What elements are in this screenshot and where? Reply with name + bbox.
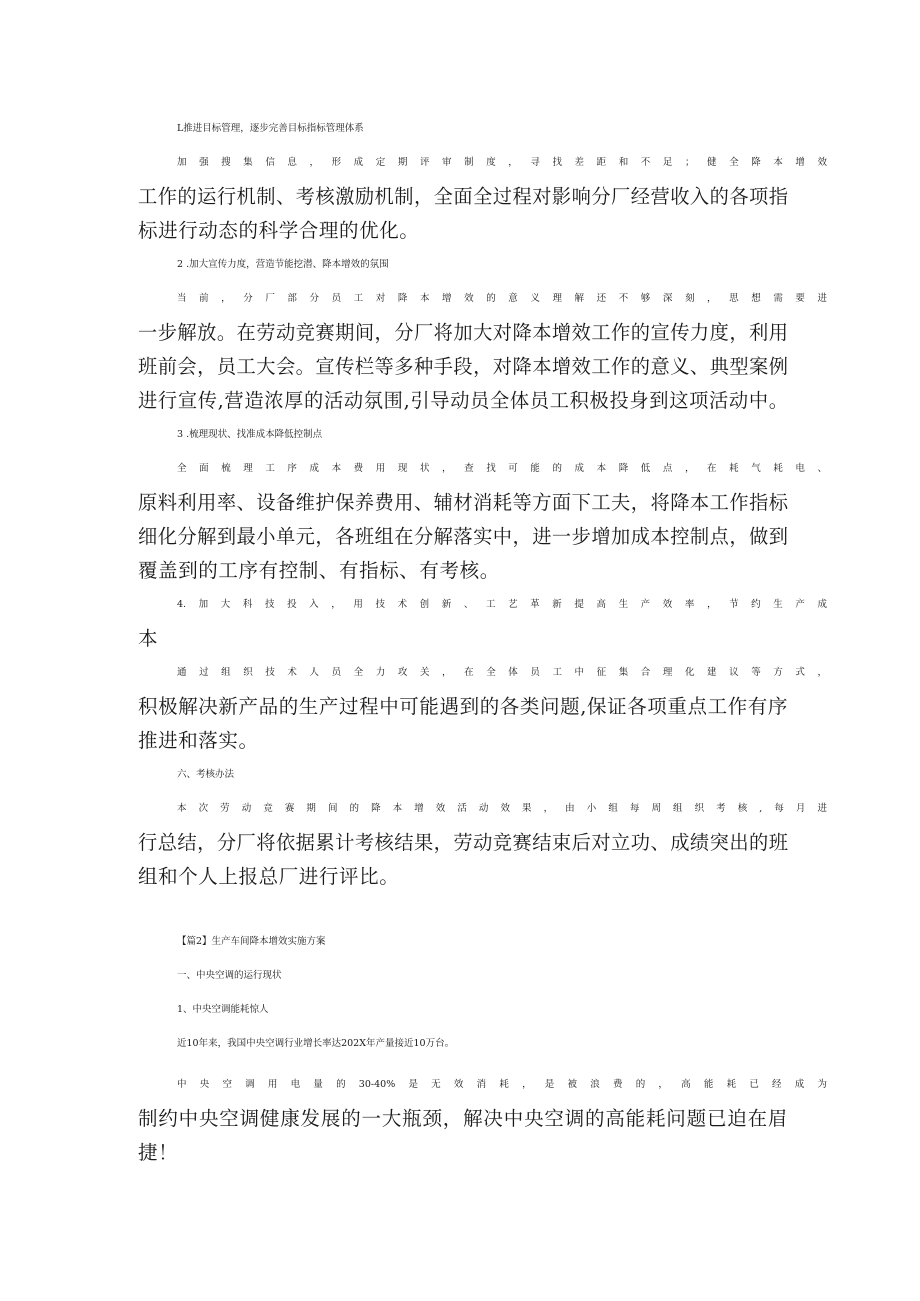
paragraph-line: 覆盖到的工序有控制、有指标、有考核。 — [138, 559, 500, 582]
subsection-heading: 1、中央空调能耗惊人 — [177, 1004, 269, 1015]
heading-item-2: 2 .加大宣传力度，营造节能挖潜、降本增效的氛围 — [177, 259, 389, 270]
paragraph-line: 班前会，员工大会。宣传栏等多种手段，对降本增效工作的意义、典型案例 — [138, 355, 788, 378]
section-heading: 一、中央空调的运行现状 — [177, 970, 282, 981]
paragraph-line: 原料利用率、设备维护保养费用、辅材消耗等方面下工夫，将降本工作指标 — [138, 491, 788, 514]
heading-item-1: L推进目标管理，逐步完善目标指标管理体系 — [177, 123, 364, 134]
paragraph-line: 全面梳理工序成本费用现状，查找可能的成本降低点，在耗气耗电、 — [177, 463, 827, 474]
paragraph-line: 工作的运行机制、考核激励机制，全面全过程对影响分厂经营收入的各项指 — [138, 185, 788, 208]
heading-item-4-cont: 本 — [138, 627, 159, 650]
paragraph-line: 标进行动态的科学合理的优化。 — [138, 219, 420, 242]
paragraph-line: 本次劳动竞赛期间的降本增效活动效果，由小组每周组织考核,每月进 — [177, 803, 827, 814]
article-title: 【篇2】生产车间降本增效实施方案 — [177, 936, 326, 947]
heading-item-3: 3 .梳理现状、找准成本降低控制点 — [177, 429, 323, 440]
paragraph-line: 近10年来，我国中央空调行业增长率达202X年产量接近10万台。 — [177, 1038, 455, 1049]
paragraph-line: 当前，分厂部分员工对降本增效的意义理解还不够深刻，思想需要进 — [177, 293, 827, 304]
paragraph-line: 捷！ — [138, 1141, 179, 1164]
heading-item-4: 4.加大科技投入，用技术创新、工艺革新提高生产效率，节约生产成 — [177, 599, 827, 610]
paragraph-line: 一步解放。在劳动竞赛期间，分厂将加大对降本增效工作的宣传力度，利用 — [138, 321, 788, 344]
paragraph-line: 中央空调用电量的30-40%是无效消耗，是被浪费的，高能耗已经成为 — [177, 1079, 827, 1090]
paragraph-line: 行总结，分厂将依据累计考核结果，劳动竞赛结束后对立功、成绩突出的班 — [138, 831, 788, 854]
paragraph-line: 制约中央空调健康发展的一大瓶颈，解决中央空调的高能耗问题已迫在眉 — [138, 1107, 788, 1130]
paragraph-line: 通过组织技术人员全力攻关，在全体员工中征集合理化建议等方式， — [177, 667, 827, 678]
paragraph-line: 组和个人上报总厂进行评比。 — [138, 865, 400, 888]
paragraph-line: 积极解决新产品的生产过程中可能遇到的各类问题,保证各项重点工作有序 — [138, 695, 788, 718]
paragraph-line: 加强搜集信息，形成定期评审制度，寻找差距和不足；健全降本增效 — [177, 157, 827, 168]
paragraph-line: 推进和落实。 — [138, 729, 259, 752]
paragraph-line: 进行宣传,营造浓厚的活动氛围,引导动员全体员工积极投身到这项活动中。 — [138, 389, 788, 412]
paragraph-line: 细化分解到最小单元，各班组在分解落实中，进一步增加成本控制点，做到 — [138, 525, 788, 548]
section-heading: 六、考核办法 — [177, 769, 235, 780]
